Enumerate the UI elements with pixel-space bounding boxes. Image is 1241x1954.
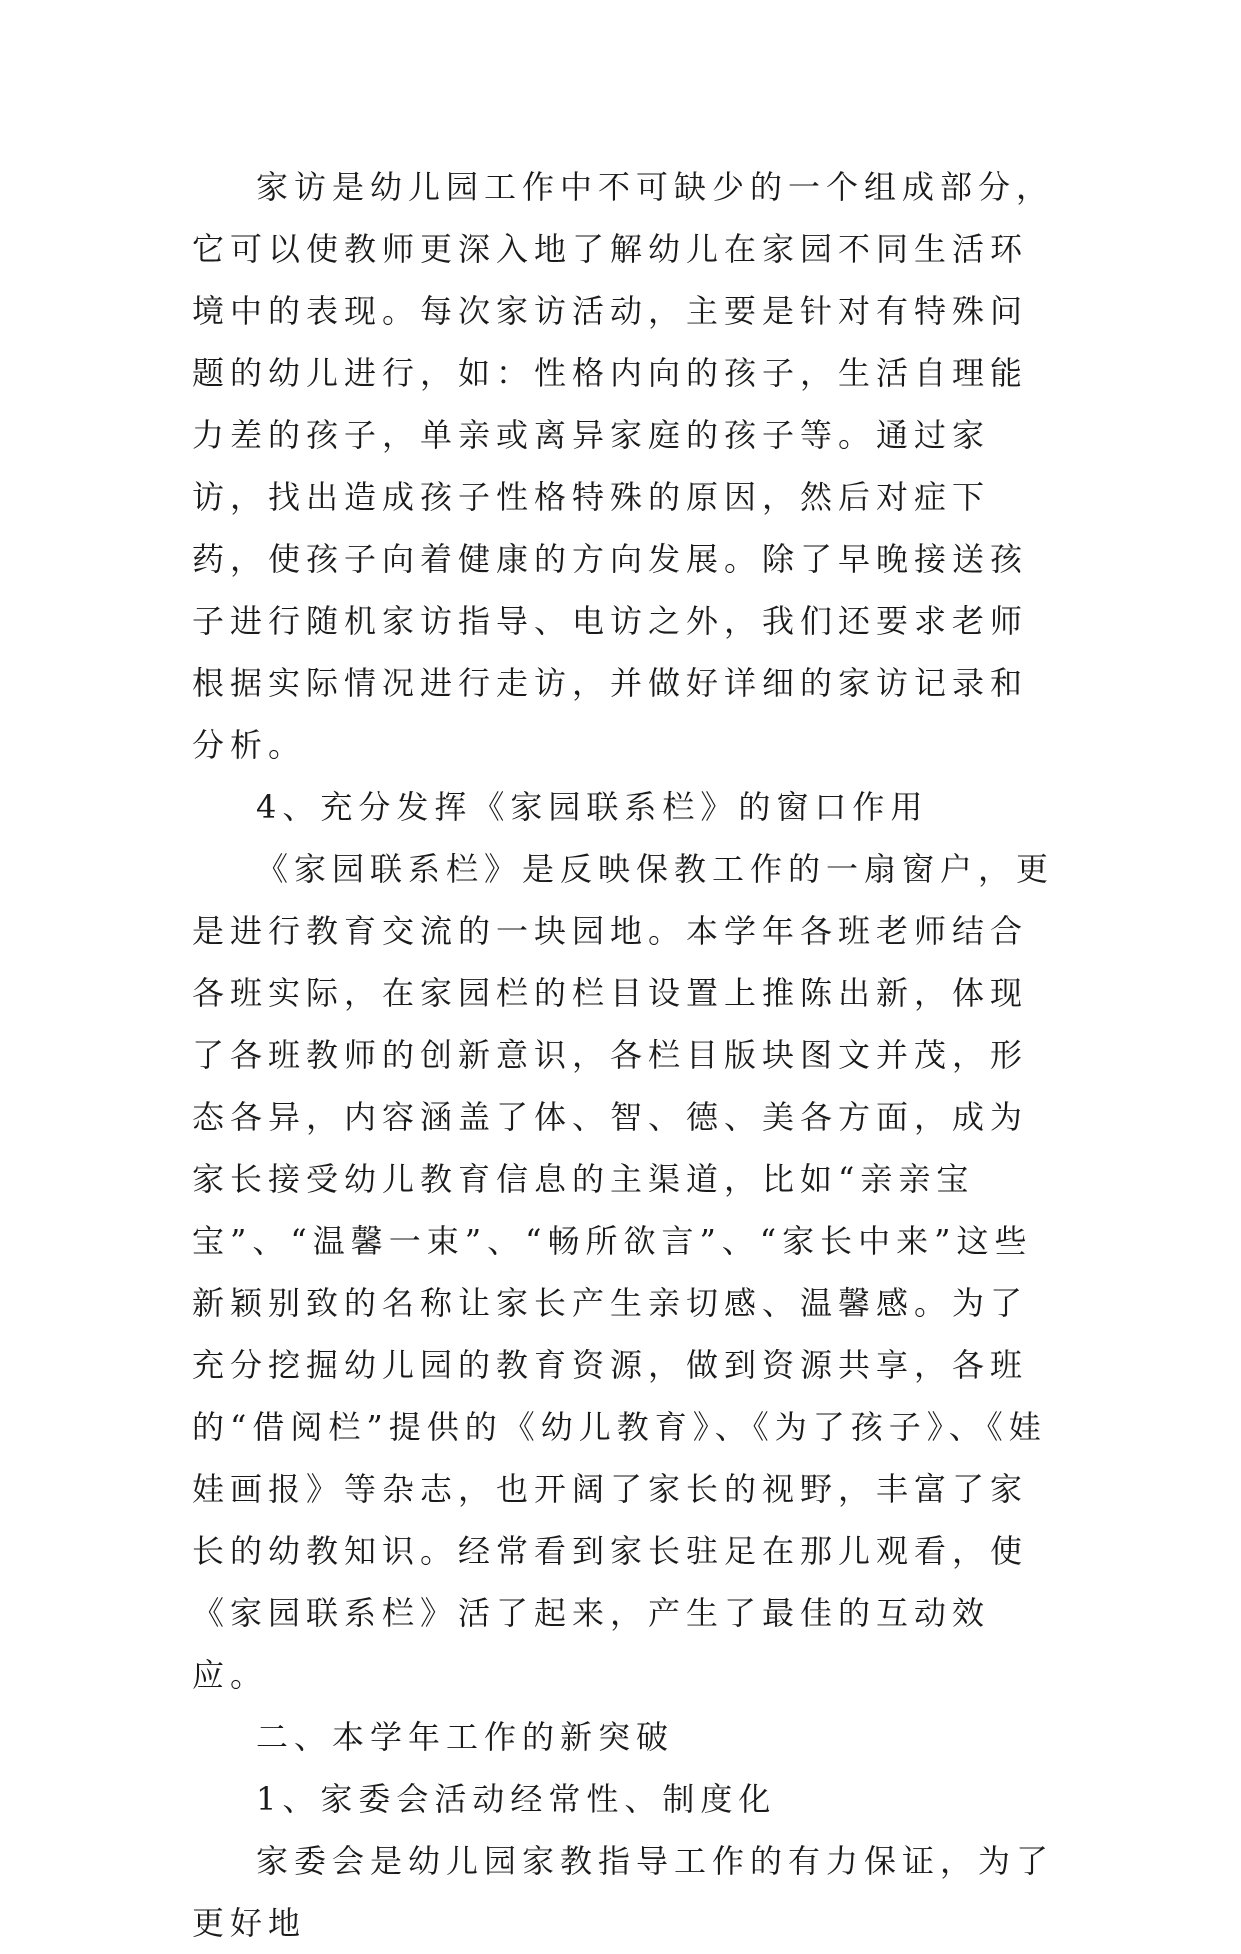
paragraph-parent-committee: 家委会是幼儿园家教指导工作的有力保证，为了更好地 bbox=[192, 1842, 1055, 1942]
paragraph-home-visit: 家访是幼儿园工作中不可缺少的一个组成部分，它可以使教师更深入地了解幼儿在家园不同生活环境中的表现。每次家访活动，主要是针对有特殊问题的幼儿进行，如：性格内向的孩子，生活自理能力差的孩子，单亲或离异家庭的孩子等。通过家访，找出造成孩子性格特殊的原因，然后对症下药，使孩子向着健康的方向发展。除了早晚接送孩子进行随机家访指导、电访之外，我们还要求老师根据实际情况进行走访，并做好详细的家访记录和分析。 bbox=[192, 168, 1055, 764]
heading-contact-board: 4、充分发挥《家园联系栏》的窗口作用 bbox=[256, 788, 929, 826]
heading-new-breakthroughs: 二、本学年工作的新突破 bbox=[256, 1718, 675, 1756]
body-text bbox=[192, 156, 1062, 1954]
heading-parent-committee: 1、家委会活动经常性、制度化 bbox=[256, 1780, 777, 1818]
paragraph-contact-board: 《家园联系栏》是反映保教工作的一扇窗户，更是进行教育交流的一块园地。本学年各班老师结合各班实际，在家园栏的栏目设置上推陈出新，体现了各班教师的创新意识，各栏目版块图文并茂，形态各异，内容涵盖了体、智、德、美各方面，成为家长接受幼儿教育信息的主渠道，比如“亲亲宝宝”、“温馨一束”、“畅所欲言”、“家长中来”这些新颖别致的名称让家长产生亲切感、温馨感。为了充分挖掘幼儿园的教育资源，做到资源共享，各班的“借阅栏”提供的《幼儿教育》、《为了孩子》、《娃娃画报》等杂志，也开阔了家长的视野，丰富了家长的幼教知识。经常看到家长驻足在那儿观看，使《家园联系栏》活了起来，产生了最佳的互动效应。 bbox=[192, 850, 1055, 1694]
